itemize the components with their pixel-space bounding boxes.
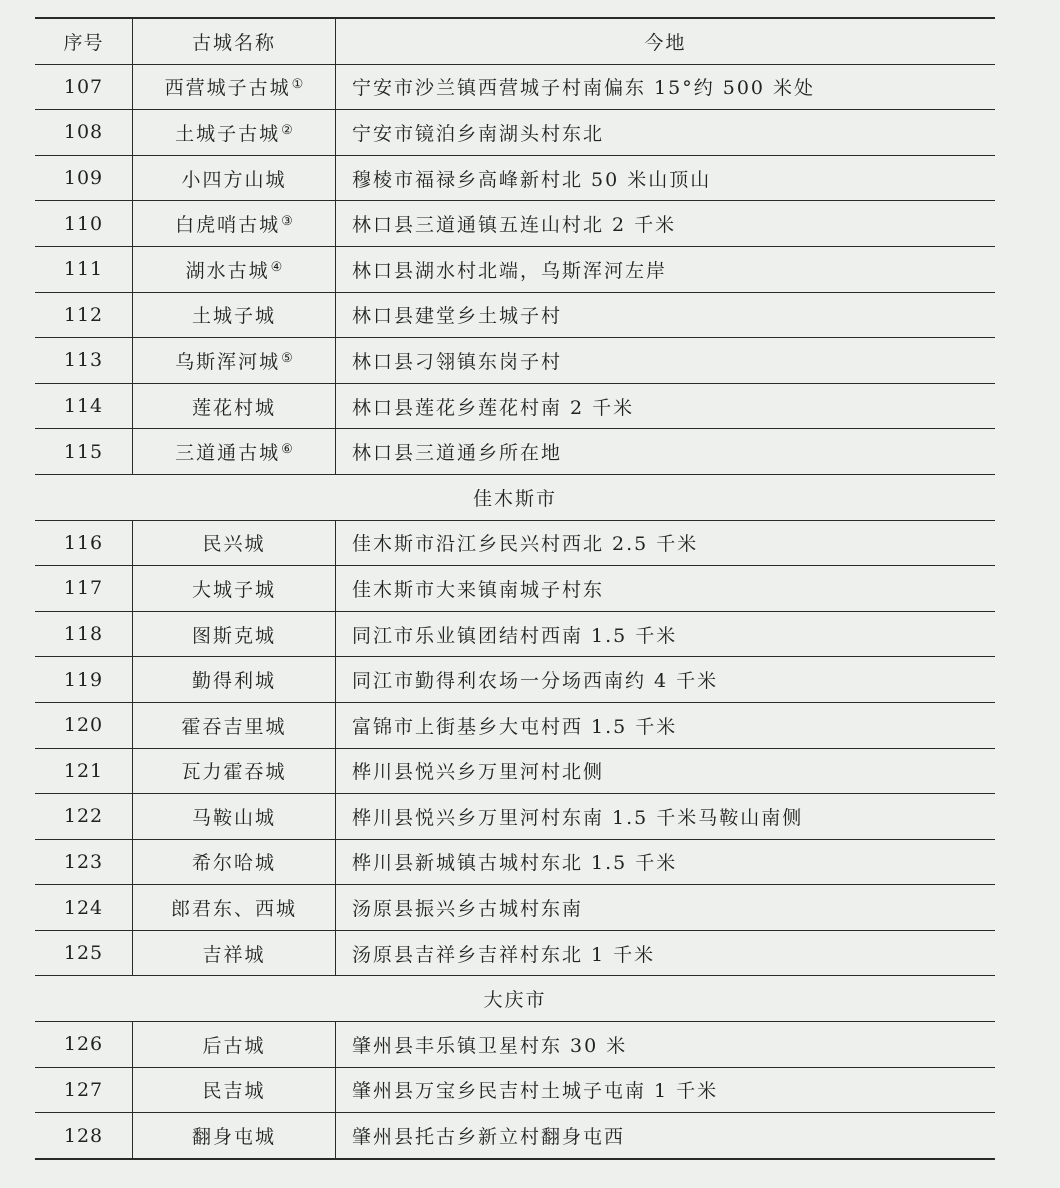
table-row (35, 292, 995, 338)
city-name-text: 小四方山城 (181, 168, 287, 191)
cell-city-name (133, 748, 336, 794)
cell-location: 佳木斯市沿江乡民兴村西北 2.5 千米 (336, 520, 996, 566)
footnote-marker: ② (281, 122, 293, 138)
cell-city-name (133, 429, 336, 475)
city-name-text: 莲花村城 (191, 396, 276, 419)
cell-city-name (133, 794, 336, 840)
cell-no: 127 (35, 1067, 133, 1113)
cell-city-name (133, 246, 336, 292)
city-name-text: 土城子古城 (175, 122, 281, 145)
table-row (35, 201, 995, 247)
city-name-text: 湖水古城 (185, 259, 270, 282)
cell-no: 122 (35, 794, 133, 840)
city-name-text: 翻身屯城 (191, 1126, 276, 1149)
cell-city-name (133, 155, 336, 201)
cell-no: 110 (35, 201, 133, 247)
table-row (35, 885, 995, 931)
city-name-text: 民兴城 (202, 533, 266, 556)
cell-no: 109 (35, 155, 133, 201)
table-row (35, 930, 995, 976)
section-row (35, 976, 995, 1022)
table-row (35, 748, 995, 794)
city-name-text: 霍吞吉里城 (181, 715, 287, 738)
cell-location: 林口县刁翎镇东岗子村 (336, 338, 996, 384)
city-name-text: 西营城子古城 (164, 77, 291, 100)
cell-no: 113 (35, 338, 133, 384)
cell-city-name (133, 657, 336, 703)
cell-location: 汤原县吉祥乡吉祥村东北 1 千米 (336, 930, 996, 976)
cell-location: 桦川县悦兴乡万里河村东南 1.5 千米马鞍山南侧 (336, 794, 996, 840)
cell-location: 穆棱市福禄乡高峰新村北 50 米山顶山 (336, 155, 996, 201)
cell-city-name (133, 201, 336, 247)
table-row (35, 64, 995, 110)
cell-no: 114 (35, 383, 133, 429)
cell-location: 佳木斯市大来镇南城子村东 (336, 566, 996, 612)
table-row (35, 657, 995, 703)
cell-city-name (133, 110, 336, 156)
cell-city-name (133, 1067, 336, 1113)
table-row (35, 246, 995, 292)
footnote-marker: ① (291, 77, 304, 93)
cell-location: 肇州县万宝乡民吉村土城子屯南 1 千米 (336, 1067, 996, 1113)
cell-no: 126 (35, 1022, 133, 1068)
table-row (35, 383, 995, 429)
table-row (35, 429, 995, 475)
table-header (35, 18, 995, 64)
cell-city-name (133, 885, 336, 931)
cell-city-name (133, 611, 336, 657)
header-row (35, 18, 995, 64)
cell-no: 120 (35, 702, 133, 748)
cell-no: 118 (35, 611, 133, 657)
cell-no: 112 (35, 292, 133, 338)
city-name-text: 瓦力霍吞城 (181, 761, 287, 784)
cell-no: 111 (35, 246, 133, 292)
cell-no: 123 (35, 839, 133, 885)
table-row (35, 338, 995, 384)
cell-city-name (133, 383, 336, 429)
footnote-marker: ④ (270, 259, 283, 275)
cell-location: 林口县建堂乡土城子村 (336, 292, 996, 338)
cell-location: 林口县湖水村北端，乌斯浑河左岸 (336, 246, 996, 292)
cell-no: 107 (35, 64, 133, 110)
cell-city-name (133, 930, 336, 976)
footnote-marker: ⑤ (281, 350, 293, 366)
city-name-text: 马鞍山城 (191, 806, 276, 829)
city-name-text: 勤得利城 (191, 670, 276, 693)
cell-city-name (133, 566, 336, 612)
cell-no: 124 (35, 885, 133, 931)
cell-city-name (133, 64, 336, 110)
city-name-text: 后古城 (202, 1034, 266, 1057)
city-name-text: 大城子城 (191, 578, 276, 601)
city-name-text: 民吉城 (202, 1080, 266, 1103)
city-name-text: 白虎哨古城 (175, 214, 281, 237)
city-name-text: 吉祥城 (202, 943, 266, 966)
header-name: 古城名称 (133, 18, 336, 64)
cell-no: 115 (35, 429, 133, 475)
city-name-text: 希尔哈城 (191, 852, 276, 875)
table-row (35, 110, 995, 156)
table-row (35, 839, 995, 885)
header-no: 序号 (35, 18, 133, 64)
cell-no: 125 (35, 930, 133, 976)
cell-location: 桦川县新城镇古城村东北 1.5 千米 (336, 839, 996, 885)
cell-city-name (133, 520, 336, 566)
footnote-marker: ⑥ (281, 442, 293, 458)
table-row (35, 1113, 995, 1159)
table-row (35, 794, 995, 840)
cell-location: 肇州县丰乐镇卫星村东 30 米 (336, 1022, 996, 1068)
city-name-text: 土城子城 (191, 305, 276, 328)
footnote-marker: ③ (281, 214, 293, 230)
cell-no: 116 (35, 520, 133, 566)
cell-no: 128 (35, 1113, 133, 1159)
cell-location: 林口县三道通乡所在地 (336, 429, 996, 475)
city-name-text: 郎君东、西城 (170, 898, 297, 921)
cell-city-name (133, 338, 336, 384)
city-name-text: 乌斯浑河城 (175, 350, 281, 373)
table-row (35, 155, 995, 201)
cell-location: 宁安市沙兰镇西营城子村南偏东 15°约 500 米处 (336, 64, 996, 110)
ancient-city-table (35, 17, 995, 1160)
cell-location: 同江市勤得利农场一分场西南约 4 千米 (336, 657, 996, 703)
table-row (35, 566, 995, 612)
header-location: 今地 (336, 18, 996, 64)
cell-location: 林口县莲花乡莲花村南 2 千米 (336, 383, 996, 429)
cell-city-name (133, 1113, 336, 1159)
cell-location: 林口县三道通镇五连山村北 2 千米 (336, 201, 996, 247)
cell-no: 117 (35, 566, 133, 612)
table-row (35, 1067, 995, 1113)
cell-location: 汤原县振兴乡古城村东南 (336, 885, 996, 931)
city-name-text: 图斯克城 (191, 624, 276, 647)
cell-city-name (133, 292, 336, 338)
cell-location: 富锦市上街基乡大屯村西 1.5 千米 (336, 702, 996, 748)
cell-city-name (133, 839, 336, 885)
cell-no: 121 (35, 748, 133, 794)
cell-location: 肇州县托古乡新立村翻身屯西 (336, 1113, 996, 1159)
city-name-text: 三道通古城 (175, 442, 281, 465)
cell-location: 宁安市镜泊乡南湖头村东北 (336, 110, 996, 156)
cell-city-name (133, 702, 336, 748)
section-row (35, 474, 995, 520)
cell-location: 同江市乐业镇团结村西南 1.5 千米 (336, 611, 996, 657)
table-row (35, 611, 995, 657)
section-title: 佳木斯市 (35, 474, 995, 520)
table-body (35, 64, 995, 1159)
cell-city-name (133, 1022, 336, 1068)
cell-no: 108 (35, 110, 133, 156)
table-row (35, 702, 995, 748)
cell-location: 桦川县悦兴乡万里河村北侧 (336, 748, 996, 794)
cell-no: 119 (35, 657, 133, 703)
table-row (35, 1022, 995, 1068)
section-title: 大庆市 (35, 976, 995, 1022)
table-row (35, 520, 995, 566)
